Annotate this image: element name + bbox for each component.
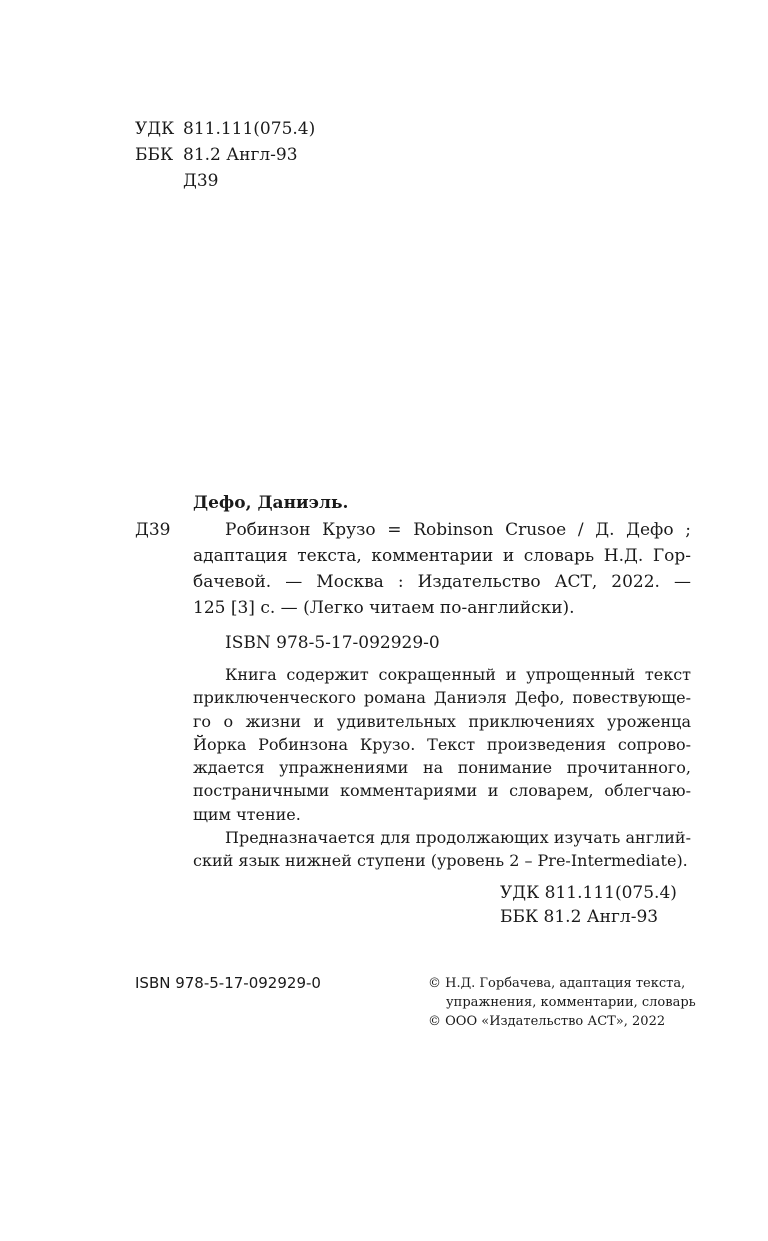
bib-description bbox=[193, 517, 691, 621]
bib-line: 125 [3] с. — (Легко читаем по-английски). bbox=[193, 598, 575, 618]
annotation bbox=[193, 663, 691, 873]
udk-label: УДК bbox=[135, 119, 175, 139]
copyright-author: © Н.Д. Горбачева, адаптация текста, bbox=[428, 976, 686, 991]
copyright-publisher: © ООО «Издательство АСТ», 2022 bbox=[428, 1014, 666, 1029]
bbk-value: 81.2 Англ-93 bbox=[183, 145, 298, 165]
annotation-line: постраничными комментариями и словарем, облегчаю- bbox=[193, 781, 691, 801]
annotation-line: Предназначается для продолжающих изучать англий- bbox=[225, 828, 691, 848]
annotation-line: щим чтение. bbox=[193, 804, 301, 824]
annotation-line: го о жизни и удивительных приключениях уроженца bbox=[193, 711, 691, 731]
annotation-line: ский язык нижней ступени (уровень 2 – Pre-Intermediate). bbox=[193, 851, 688, 871]
top-author-code: Д39 bbox=[183, 171, 219, 191]
bib-line: Робинзон Крузо = Robinson Crusoe / Д. Дефо ; bbox=[225, 520, 691, 540]
bib-line: бачевой. — Москва : Издательство АСТ, 2022. — bbox=[193, 572, 691, 592]
bib-author: Дефо, Даниэль. bbox=[193, 493, 349, 513]
annotation-line: приключенческого романа Даниэля Дефо, повествующе- bbox=[193, 688, 691, 708]
bbk-label: ББК bbox=[135, 145, 174, 165]
bottom-udk: УДК 811.111(075.4) bbox=[500, 883, 677, 903]
bib-author-code: Д39 bbox=[135, 520, 171, 540]
copyright-author-cont: упражнения, комментарии, словарь bbox=[446, 995, 696, 1010]
isbn-main: ISBN 978-5-17-092929-0 bbox=[225, 633, 440, 653]
bib-line: адаптация текста, комментарии и словарь Н.Д. Гор- bbox=[193, 546, 691, 566]
annotation-line: ждается упражнениями на понимание прочитанного, bbox=[193, 758, 691, 778]
annotation-line: Йорка Робинзона Крузо. Текст произведения сопрово- bbox=[193, 734, 691, 754]
annotation-line: Книга содержит сокращенный и упрощенный текст bbox=[225, 665, 691, 684]
top-udk-line bbox=[135, 116, 395, 142]
udk-value: 811.111(075.4) bbox=[183, 119, 316, 139]
top-bbk-line bbox=[135, 142, 395, 168]
footer-isbn: ISBN 978-5-17-092929-0 bbox=[135, 974, 321, 992]
bottom-bbk: ББК 81.2 Англ-93 bbox=[500, 907, 659, 927]
